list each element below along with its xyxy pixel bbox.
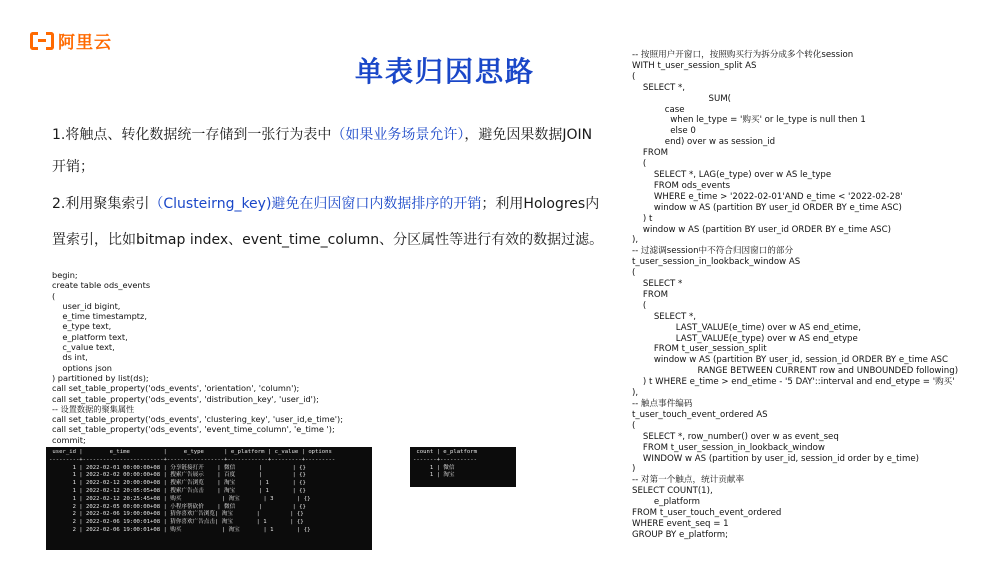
code-line: SELECT *, — [632, 82, 686, 93]
code-line: SELECT *, LAG(e_type) over w AS le_type — [632, 169, 832, 180]
code-line: e_time timestamptz, — [52, 311, 147, 322]
code-line: SELECT *, — [632, 311, 696, 322]
code-line: FROM ods_events — [632, 180, 731, 191]
code-line: WHERE e_time > '2022-02-01'AND e_time < '2022-02-28' — [632, 191, 903, 202]
terminal-line: 1 | 2022-02-12 20:05:05+08 | 搜索广告点击 | 淘宝 | 1 | {} — [49, 487, 306, 494]
point-2-highlight: （Clusteirng_key)避免在归因窗口内数据排序的开销 — [149, 196, 482, 212]
logo-text: 阿里云 — [58, 33, 112, 53]
code-line: LAST_VALUE(e_type) over w AS end_etype — [632, 333, 858, 344]
code-line: FROM — [632, 148, 669, 159]
terminal-line: 2 | 2022-02-06 19:00:00+08 | 猜你喜欢广告浏览| 淘宝 | | {} — [49, 511, 304, 518]
aliyun-logo-icon — [30, 32, 54, 50]
code-line: t_user_touch_event_ordered AS — [632, 409, 768, 420]
code-line: ) t WHERE e_time > end_etime - '5 DAY'::interval and end_etype = '购买' — [632, 377, 955, 388]
terminal-line: 2 | 2022-02-06 19:00:01+08 | 猜你喜欢广告点击| 淘宝 | 1 | {} — [49, 519, 304, 526]
code-line: LAST_VALUE(e_time) over w AS end_etime, — [632, 322, 861, 333]
code-line: ds int, — [52, 352, 88, 363]
code-line: ( — [632, 420, 636, 431]
terminal-line: 1 | 2022-02-02 00:00:00+08 | 搜索广告展示 | 百度 | | {} — [49, 472, 306, 479]
point-1-highlight: （如果业务场景允许） — [331, 127, 465, 143]
page-title: 单表归因思路 — [354, 55, 535, 88]
code-line: -- 对第一个触点，统计贡献率 — [632, 475, 745, 486]
code-line: call set_table_property('ods_events', 'event_time_column', 'e_time '); — [52, 424, 335, 435]
terminal-line: 1 | 2022-02-12 20:00:00+08 | 搜索广告浏览 | 淘宝 | 1 | {} — [49, 480, 306, 487]
code-line: call set_table_property('ods_events', 'clustering_key', 'user_id,e_time'); — [52, 414, 343, 425]
code-line: -- 设置数据的聚集属性 — [52, 403, 135, 414]
code-line: FROM — [632, 289, 669, 300]
aliyun-logo — [30, 28, 112, 53]
code-line: window w AS (partition BY user_id ORDER BY e_time ASC) — [632, 202, 902, 213]
code-line: FROM t_user_touch_event_ordered — [632, 508, 782, 519]
code-line: SUM( — [632, 93, 732, 104]
code-line: ( — [632, 268, 636, 279]
code-line: -- 按照用户开窗口，按照购买行为拆分成多个转化session — [632, 50, 854, 60]
point-1 — [52, 125, 617, 145]
code-line: ) t — [632, 213, 653, 224]
code-line: e_platform — [632, 497, 700, 508]
code-line: RANGE BETWEEN CURRENT row and UNBOUNDED following) — [632, 366, 959, 377]
code-line: -- 过滤调session中不符合归因窗口的部分 — [632, 246, 794, 257]
code-line: when le_type = '购买' or le_type is null then 1 — [632, 115, 866, 126]
code-line: WHERE event_seq = 1 — [632, 518, 729, 529]
point-2-suffix: ；利用Hologres内 — [481, 196, 600, 212]
code-line: GROUP BY e_platform; — [632, 529, 728, 540]
code-line: c_value text, — [52, 342, 115, 353]
create-table-code — [52, 270, 343, 445]
code-line: SELECT COUNT(1), — [632, 486, 713, 497]
code-line: e_platform text, — [52, 331, 128, 342]
code-line: case — [632, 104, 685, 115]
terminal-line: count | e_platform — [413, 449, 477, 455]
code-line: else 0 — [632, 126, 696, 137]
terminal-line: 1 | 2022-02-01 00:00:00+08 | 分享链接打开 | 微信 | | {} — [49, 464, 306, 471]
code-line: options json — [52, 362, 112, 373]
code-line: ), — [632, 388, 639, 399]
code-line: WITH t_user_session_split AS — [632, 60, 757, 71]
code-line: SELECT * — [632, 279, 683, 290]
terminal-line: 1 | 淘宝 — [413, 472, 455, 479]
point-1-prefix: 1.将触点、转化数据统一存储到一张行为表中 — [52, 127, 332, 143]
terminal-line: 2 | 2022-02-06 19:00:01+08 | 购买 | 淘宝 | 1 | {} — [49, 526, 311, 533]
point-1-suffix: ，避免因果数据JOIN — [464, 127, 593, 143]
code-line: ( — [632, 300, 647, 311]
point-2-line2: 置索引，比如bitmap index、event_time_column、分区属性等进行有效的数据过滤。 — [52, 232, 604, 248]
code-line: -- 触点事件编码 — [632, 399, 693, 409]
point-1-line2: 开销； — [52, 159, 94, 175]
terminal-line: -------+----------- — [413, 456, 477, 463]
terminal-line: 1 | 2022-02-12 20:25:45+08 | 购买 | 淘宝 | 3 | {} — [49, 495, 311, 502]
code-line: call set_table_property('ods_events', 'orientation', 'column'); — [52, 383, 300, 394]
code-line: user_id bigint, — [52, 300, 121, 311]
code-line: ), — [632, 235, 639, 246]
code-line: WINDOW w AS (partition by user_id, session_id order by e_time) — [632, 453, 919, 464]
point-2-prefix: 2.利用聚集索引 — [52, 196, 150, 212]
count-result-terminal — [410, 447, 516, 487]
code-line: create table ods_events — [52, 280, 151, 291]
code-line: SELECT *, row_number() over w as event_seq — [632, 431, 839, 442]
code-line: FROM t_user_session_in_lookback_window — [632, 442, 825, 453]
terminal-line: user_id | e_time | e_type | e_platform | c_value | options — [49, 449, 332, 455]
code-line: window w AS (partition BY user_id ORDER BY e_time ASC) — [632, 224, 891, 235]
code-line: call set_table_property('ods_events', 'distribution_key', 'user_id'); — [52, 393, 319, 404]
code-line: ( — [632, 71, 636, 82]
terminal-line: 1 | 微信 — [413, 464, 455, 471]
attribution-sql-code — [632, 50, 958, 541]
code-line: commit; — [52, 434, 86, 445]
code-line: e_type text, — [52, 321, 112, 332]
code-line: begin; — [52, 270, 78, 280]
terminal-line: 2 | 2022-02-05 00:00:00+08 | 小程序帮砍价 | 微信 | | {} — [49, 503, 306, 510]
code-line: t_user_session_in_lookback_window AS — [632, 257, 801, 268]
code-line: end) over w as session_id — [632, 137, 776, 148]
code-line: ( — [52, 290, 56, 301]
code-line: FROM t_user_session_split — [632, 344, 767, 355]
code-line: window w AS (partition BY user_id, session_id ORDER BY e_time ASC — [632, 355, 948, 366]
point-2 — [52, 194, 617, 214]
code-line: ) partitioned by list(ds); — [52, 372, 149, 383]
code-line: ( — [632, 159, 647, 170]
query-result-terminal — [46, 447, 372, 550]
code-line: ) — [632, 464, 636, 475]
terminal-line: ---------+------------------------+-----------------+------------+---------+--------- — [49, 456, 336, 463]
